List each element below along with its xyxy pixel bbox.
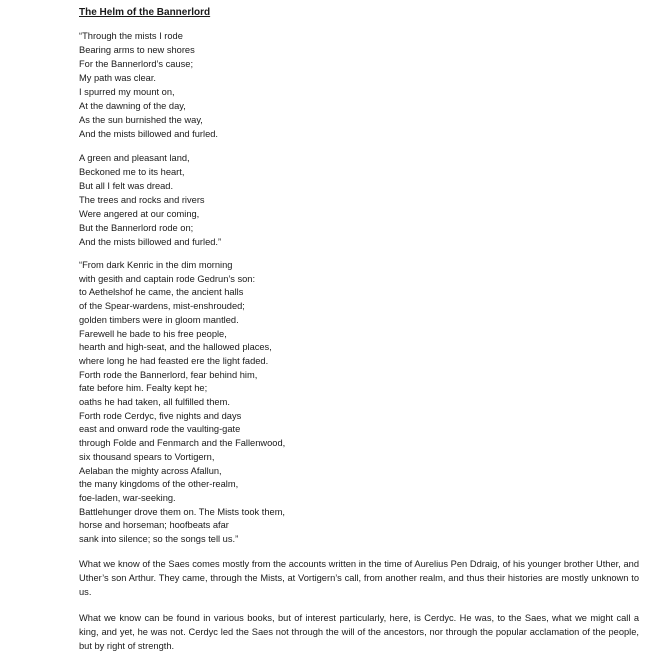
verse-line: A green and pleasant land, [79,153,190,163]
stanza-3 [79,259,649,547]
verse-line: Forth rode Cerdyc, five nights and days [79,410,242,421]
verse-line: east and onward rode the vaulting-gate [79,424,241,435]
verse-line: But all I felt was dread. [79,181,174,191]
verse-line: where long he had feasted ere the light faded. [79,355,269,366]
verse-line: For the Bannerlord’s cause; [79,59,194,69]
verse-line: oaths he had taken, all fulfilled them. [79,397,230,408]
verse-line: Aelaban the mighty across Afallun, [79,465,222,476]
verse-line: to Aethelshof he came, the ancient halls [79,287,244,298]
verse-line: Were angered at our coming, [79,209,200,219]
verse-line: Beckoned me to its heart, [79,167,185,177]
verse-line: Bearing arms to new shores [79,45,195,55]
verse-line: Forth rode the Bannerlord, fear behind him, [79,369,258,380]
prose-paragraph-2: What we know can be found in various books, but of interest particularly, here, is Cerdyc. He was, to the Saes, what we might call a king, and yet, he was not. Cerdyc led the Saes not through the will of the ancestors, nor through the popular acclamation of the people, but by right of strength. [79,612,639,651]
verse-line: Battlehunger drove them on. The Mists took them, [79,506,286,517]
verse-line: And the mists billowed and furled. [79,129,219,139]
verse-line: At the dawning of the day, [79,101,186,111]
verse-line: with gesith and captain rode Gedrun’s son: [79,273,256,284]
verse-line: sank into silence; so the songs tell us.” [79,534,239,545]
stanza-1 [79,29,649,141]
verse-line: through Folde and Fenmarch and the Fallenwood, [79,438,286,449]
verse-line: And the mists billowed and furled.” [79,237,222,247]
verse-line: “Through the mists I rode [79,31,183,41]
verse-line: But the Bannerlord rode on; [79,223,194,233]
verse-line: The trees and rocks and rivers [79,195,205,205]
verse-line: hearth and high-seat, and the hallowed places, [79,342,272,353]
verse-line: the many kingdoms of the other-realm, [79,479,239,490]
verse-line: Farewell he bade to his free people, [79,328,227,339]
verse-line: golden timbers were in gloom mantled. [79,314,239,325]
verse-line: horse and horseman; hoofbeats afar [79,520,229,531]
verse-line: foe-laden, war-seeking. [79,492,176,503]
prose-paragraph-1: What we know of the Saes comes mostly from the accounts written in the time of Aurelius Pen Ddraig, of his younger brother Uther, and Uther’s son Arthur. They came, through the Mists, at Vortigern’s call, from another realm, and thus their histories are mostly unknown to us. [79,558,639,597]
stanza-2 [79,151,649,249]
verse-line: “From dark Kenric in the dim morning [79,260,233,270]
verse-line: I spurred my mount on, [79,87,175,97]
poem-title: The Helm of the Bannerlord [79,7,211,18]
verse-line: of the Spear-wardens, mist-enshrouded; [79,301,245,312]
verse-line: My path was clear. [79,73,156,83]
verse-line: As the sun burnished the way, [79,115,203,125]
verse-line: six thousand spears to Vortigern, [79,451,215,462]
verse-line: fate before him. Fealty kept he; [79,383,208,394]
document-page [79,6,649,665]
